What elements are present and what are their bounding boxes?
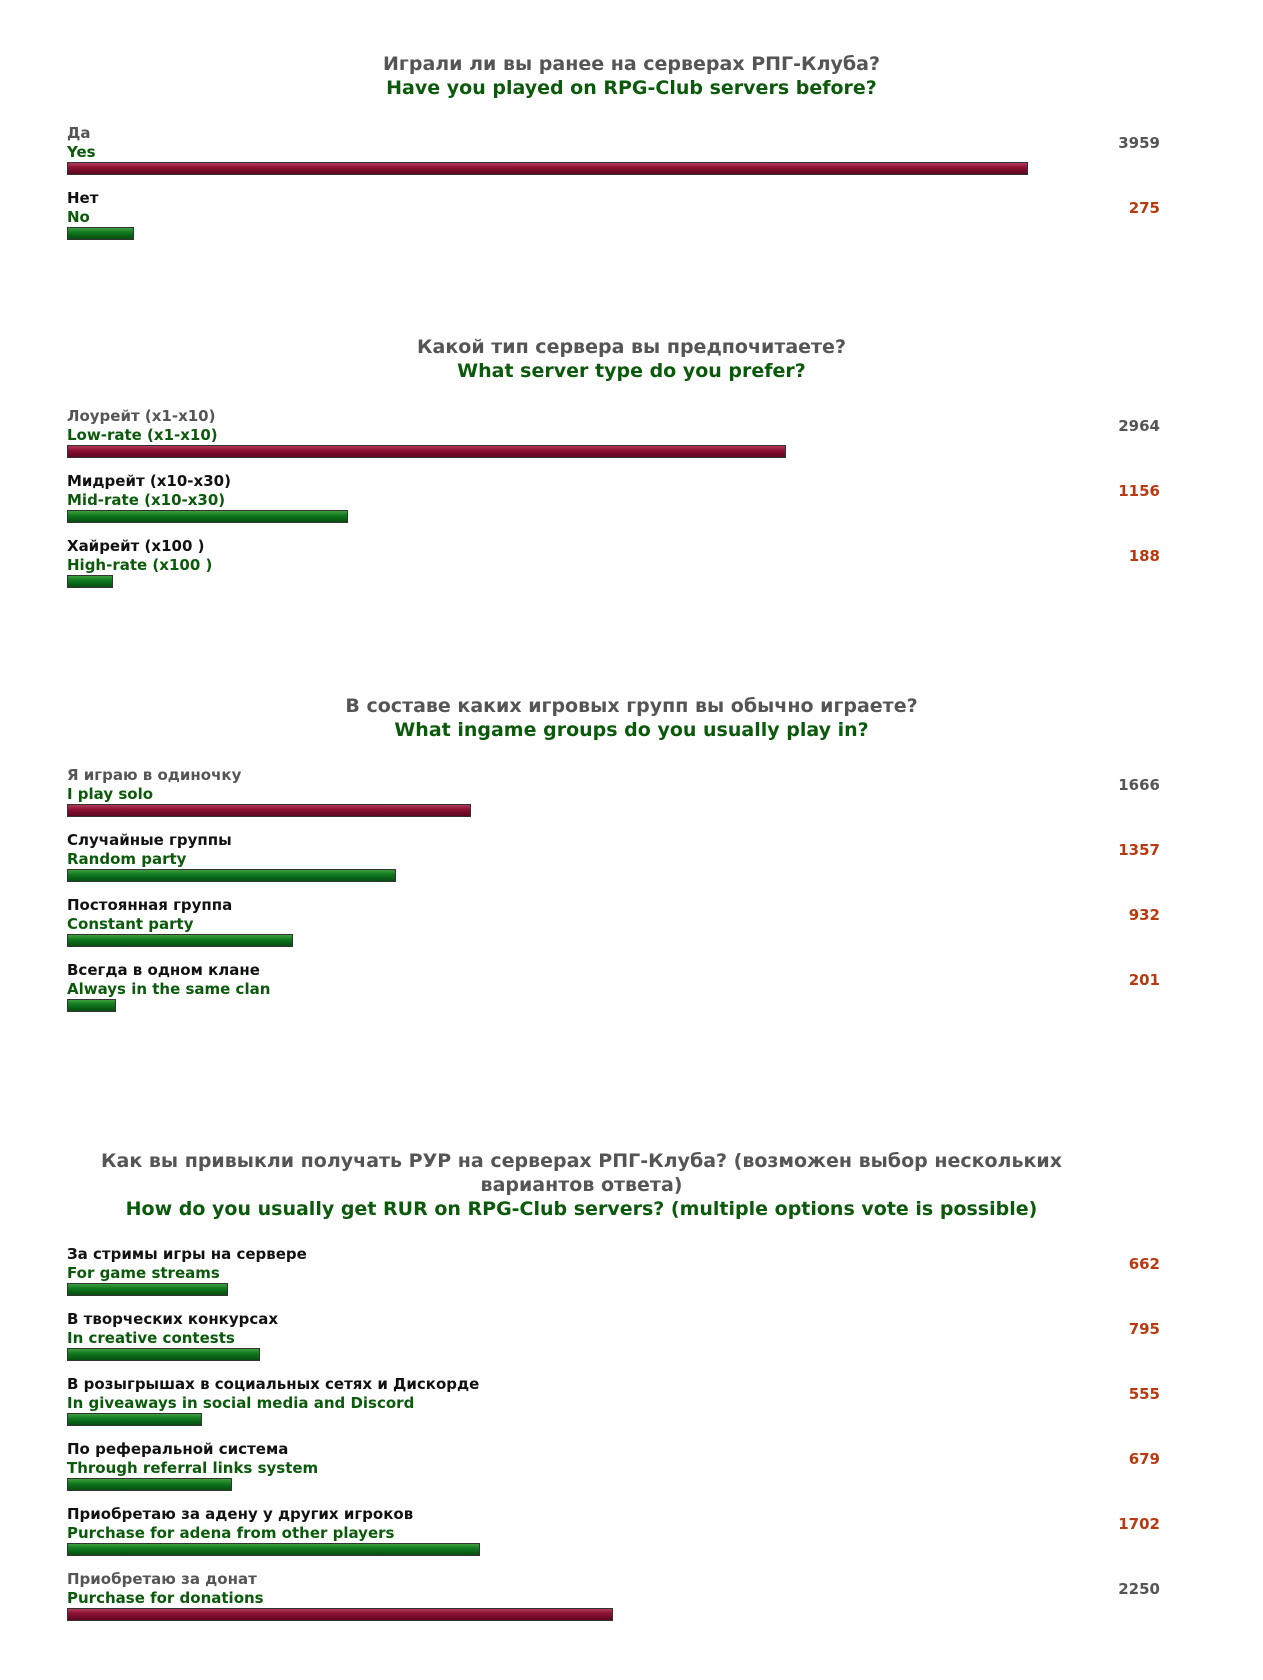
option-vote-count: 3959 bbox=[1118, 134, 1160, 152]
option-vote-count: 1357 bbox=[1118, 841, 1160, 859]
option-label-ru: Да bbox=[67, 124, 91, 142]
poll-option bbox=[0, 1310, 1263, 1375]
option-label-en: Purchase for adena from other players bbox=[67, 1524, 395, 1542]
option-vote-count: 1666 bbox=[1118, 776, 1160, 794]
option-vote-count: 275 bbox=[1128, 199, 1160, 217]
option-vote-count: 555 bbox=[1128, 1385, 1160, 1403]
poll-ingame-groups bbox=[0, 694, 1263, 1026]
option-label-en: Through referral links system bbox=[67, 1459, 319, 1477]
option-bar bbox=[67, 227, 134, 240]
question-en: What ingame groups do you usually play in? bbox=[394, 719, 869, 741]
option-bar bbox=[67, 445, 786, 458]
option-label-en: High-rate (x100 ) bbox=[67, 556, 213, 574]
option-label-en: For game streams bbox=[67, 1264, 220, 1282]
poll-option bbox=[0, 124, 1263, 189]
option-bar bbox=[67, 1478, 232, 1491]
poll-question bbox=[0, 694, 1263, 742]
option-label-en: Purchase for donations bbox=[67, 1589, 264, 1607]
option-label-en: Constant party bbox=[67, 915, 194, 933]
option-label-ru: Хайрейт (x100 ) bbox=[67, 537, 205, 555]
option-label-en: Mid-rate (x10-x30) bbox=[67, 491, 226, 509]
poll-option bbox=[0, 472, 1263, 537]
poll-option bbox=[0, 766, 1263, 831]
option-bar bbox=[67, 1608, 613, 1621]
poll-option bbox=[0, 1245, 1263, 1310]
option-vote-count: 2964 bbox=[1118, 417, 1160, 435]
option-vote-count: 1156 bbox=[1118, 482, 1160, 500]
option-label-ru: Мидрейт (x10-x30) bbox=[67, 472, 231, 490]
poll-options bbox=[0, 124, 1263, 254]
option-bar bbox=[67, 1543, 480, 1556]
option-label-en: In giveaways in social media and Discord bbox=[67, 1394, 415, 1412]
option-label-ru: Лоурейт (x1-x10) bbox=[67, 407, 216, 425]
option-label-ru: Я играю в одиночку bbox=[67, 766, 242, 784]
question-en: Have you played on RPG-Club servers before? bbox=[386, 77, 877, 99]
option-bar bbox=[67, 510, 348, 523]
poll-question bbox=[0, 335, 1263, 383]
option-bar bbox=[67, 1413, 202, 1426]
option-label-en: In creative contests bbox=[67, 1329, 235, 1347]
option-label-ru: Приобретаю за адену у других игроков bbox=[67, 1505, 414, 1523]
poll-option bbox=[0, 961, 1263, 1026]
option-bar bbox=[67, 804, 471, 817]
option-vote-count: 679 bbox=[1128, 1450, 1160, 1468]
option-vote-count: 795 bbox=[1128, 1320, 1160, 1338]
question-ru: В составе каких игровых групп вы обычно играете? bbox=[345, 695, 918, 717]
question-ru: Как вы привыкли получать РУР на серверах РПГ-Клуба? (возможен выбор нескольких вариантов ответа) bbox=[101, 1150, 1062, 1196]
poll-options bbox=[0, 407, 1263, 602]
option-vote-count: 932 bbox=[1128, 906, 1160, 924]
option-vote-count: 662 bbox=[1128, 1255, 1160, 1273]
option-bar bbox=[67, 869, 396, 882]
question-ru: Какой тип сервера вы предпочитаете? bbox=[417, 336, 846, 358]
option-label-ru: В розыгрышах в социальных сетях и Дискорде bbox=[67, 1375, 480, 1393]
option-vote-count: 201 bbox=[1128, 971, 1160, 989]
poll-option bbox=[0, 831, 1263, 896]
option-label-en: I play solo bbox=[67, 785, 154, 803]
poll-rur-sources bbox=[0, 1149, 1263, 1635]
poll-options bbox=[0, 1245, 1263, 1635]
poll-question bbox=[0, 1149, 1263, 1221]
option-vote-count: 188 bbox=[1128, 547, 1160, 565]
option-vote-count: 2250 bbox=[1118, 1580, 1160, 1598]
poll-option bbox=[0, 189, 1263, 254]
question-en: How do you usually get RUR on RPG-Club servers? (multiple options vote is possible) bbox=[125, 1198, 1038, 1220]
question-en: What server type do you prefer? bbox=[457, 360, 806, 382]
poll-server-type bbox=[0, 335, 1263, 602]
option-label-en: No bbox=[67, 208, 90, 226]
option-label-ru: Приобретаю за донат bbox=[67, 1570, 257, 1588]
option-label-ru: В творческих конкурсах bbox=[67, 1310, 279, 1328]
poll-previous-play bbox=[0, 52, 1263, 254]
option-label-ru: По реферальной система bbox=[67, 1440, 289, 1458]
poll-option bbox=[0, 1505, 1263, 1570]
option-bar bbox=[67, 575, 113, 588]
poll-options bbox=[0, 766, 1263, 1026]
option-label-en: Low-rate (x1-x10) bbox=[67, 426, 218, 444]
option-label-ru: Случайные группы bbox=[67, 831, 232, 849]
poll-option bbox=[0, 896, 1263, 961]
poll-question bbox=[0, 52, 1263, 100]
option-label-en: Random party bbox=[67, 850, 187, 868]
option-label-en: Always in the same clan bbox=[67, 980, 271, 998]
poll-option bbox=[0, 1375, 1263, 1440]
question-ru: Играли ли вы ранее на серверах РПГ-Клуба? bbox=[383, 53, 880, 75]
option-label-ru: Постоянная группа bbox=[67, 896, 233, 914]
poll-option bbox=[0, 537, 1263, 602]
option-bar bbox=[67, 999, 116, 1012]
option-label-ru: Нет bbox=[67, 189, 99, 207]
option-label-ru: Всегда в одном клане bbox=[67, 961, 260, 979]
option-bar bbox=[67, 934, 293, 947]
option-bar bbox=[67, 162, 1028, 175]
option-label-en: Yes bbox=[67, 143, 96, 161]
option-label-ru: За стримы игры на сервере bbox=[67, 1245, 307, 1263]
poll-option bbox=[0, 1440, 1263, 1505]
option-bar bbox=[67, 1283, 228, 1296]
poll-option bbox=[0, 1570, 1263, 1635]
poll-option bbox=[0, 407, 1263, 472]
option-bar bbox=[67, 1348, 260, 1361]
option-vote-count: 1702 bbox=[1118, 1515, 1160, 1533]
